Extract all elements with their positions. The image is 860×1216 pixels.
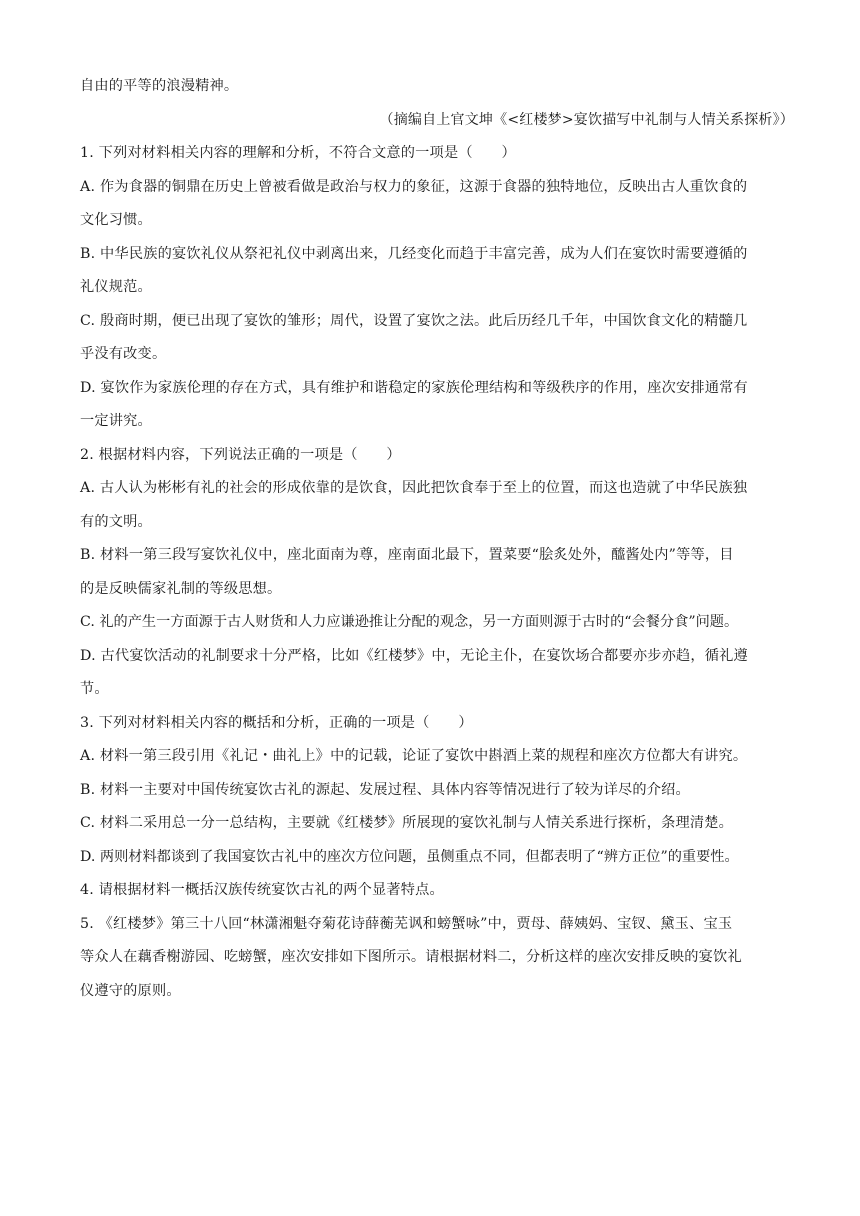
option-c-line-1: C. 殷商时期，便已出现了宴饮的雏形；周代，设置了宴饮之法。此后历经几千年，中国饮食文化的精髓几 [80,312,748,329]
option-a-line-2: 有的文明。 [80,513,152,530]
option-a-line-1: A. 作为食器的铜鼎在历史上曾被看做是政治与权力的象征，这源于食器的独特地位，反映出古人重饮食的 [80,178,748,195]
option-b-line-2: 礼仪规范。 [80,279,152,295]
option-b-line-2: 的是反映儒家礼制的等级思想。 [80,580,282,597]
source-citation: （摘编自上官文坤《<红楼梦>宴饮描写中礼制与人情关系探析》） [379,111,794,128]
question-5 [80,908,796,1009]
option-b-line-1: B. 材料一第三段写宴饮礼仪中，座北面南为尊，座南面北最下，置菜要“脍炙处外，醯酱处内”等等，目 [80,547,734,563]
option-c-line-2: 乎没有改变。 [80,346,167,362]
document-page [80,70,796,1008]
option-c-line-1: C. 礼的产生一方面源于古人财货和人力应谦逊推让分配的观念，另一方面则源于古时的“会餐分食”问题。 [80,614,739,630]
question-1 [80,137,796,439]
option-a-line-1: A. 材料一第三段引用《礼记・曲礼上》中的记载，论证了宴饮中斟酒上菜的规程和座次方位都大有讲究。 [80,748,748,764]
question-3 [80,707,796,875]
option-c-line-1: C. 材料二采用总一分一总结构，主要就《红楼梦》所展现的宴饮礼制与人情关系进行探析，条理清楚。 [80,815,734,831]
option-d-line-2: 一定讲究。 [80,413,152,429]
option-a-line-2: 文化习惯。 [80,212,152,228]
option-b-line-1: B. 中华民族的宴饮礼仪从祭祀礼仪中剥离出来，几经变化而趋于丰富完善，成为人们在宴饮时需要遵循的 [80,245,748,262]
question-stem-line-2: 等众人在藕香榭游园、吃螃蟹，座次安排如下图所示。请根据材料二，分析这样的座次安排反映的宴饮礼 [80,949,742,965]
question-2 [80,439,796,707]
question-stem: 2. 根据材料内容，下列说法正确的一项是（ ） [80,446,401,463]
option-d-line-1: D. 宴饮作为家族伦理的存在方式，具有维护和谐稳定的家族伦理结构和等级秩序的作用，座次安排通常有 [80,379,748,396]
question-4 [80,874,796,908]
option-d-line-2: 节。 [80,681,109,697]
question-stem-line-3: 仪遵守的原则。 [80,982,181,999]
question-stem: 1. 下列对材料相关内容的理解和分析，不符合文意的一项是（ ） [80,145,516,161]
question-stem: 3. 下列对材料相关内容的概括和分析，正确的一项是（ ） [80,714,473,731]
question-stem-line-1: 5. 《红楼梦》第三十八回“林潇湘魁夺菊花诗薛蘅芜讽和螃蟹咏”中，贾母、薛姨妈、宝钗、黛玉、宝玉 [80,915,733,932]
option-a-line-1: A. 古人认为彬彬有礼的社会的形成依靠的是饮食，因此把饮食奉于至上的位置，而这也造就了中华民族独 [80,480,748,496]
option-b-line-1: B. 材料一主要对中国传统宴饮古礼的源起、发展过程、具体内容等情况进行了较为详尽的介绍。 [80,781,690,798]
option-d-line-1: D. 古代宴饮活动的礼制要求十分严格，比如《红楼梦》中，无论主仆，在宴饮场合都要亦步亦趋，循礼遵 [80,647,748,664]
question-stem: 4. 请根据材料一概括汉族传统宴饮古礼的两个显著特点。 [80,882,444,898]
passage-tail: 自由的平等的浪漫精神。 [80,78,239,94]
option-d-line-1: D. 两则材料都谈到了我国宴饮古礼中的座次方位问题，虽侧重点不同，但都表明了“辨方正位”的重要性。 [80,848,739,865]
